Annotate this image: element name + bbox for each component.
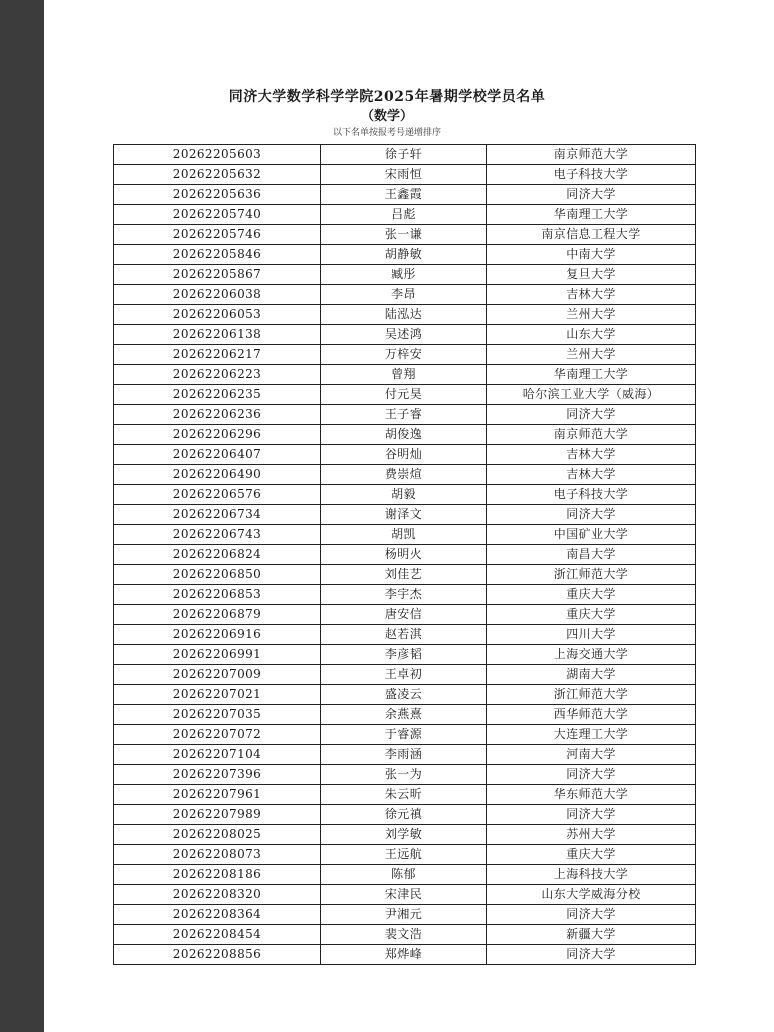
school-cell: 浙江师范大学 [487, 565, 696, 585]
exam-number-cell: 20262205740 [114, 205, 321, 225]
student-name-cell: 陈郁 [321, 865, 487, 885]
school-cell: 电子科技大学 [487, 485, 696, 505]
student-name-cell: 裴文浩 [321, 925, 487, 945]
table-row [114, 545, 696, 565]
school-cell: 上海交通大学 [487, 645, 696, 665]
exam-number-cell: 20262206879 [114, 605, 321, 625]
student-name-cell: 吴述鸿 [321, 325, 487, 345]
exam-number-cell: 20262206407 [114, 445, 321, 465]
school-cell: 兰州大学 [487, 345, 696, 365]
school-cell: 同济大学 [487, 805, 696, 825]
exam-number-cell: 20262206053 [114, 305, 321, 325]
school-cell: 同济大学 [487, 405, 696, 425]
table-row [114, 385, 696, 405]
school-cell: 同济大学 [487, 905, 696, 925]
exam-number-cell: 20262207021 [114, 685, 321, 705]
student-name-cell: 王远航 [321, 845, 487, 865]
school-cell: 华南理工大学 [487, 205, 696, 225]
table-row [114, 465, 696, 485]
exam-number-cell: 20262205867 [114, 265, 321, 285]
table-row [114, 725, 696, 745]
school-cell: 重庆大学 [487, 845, 696, 865]
student-name-cell: 赵若淇 [321, 625, 487, 645]
exam-number-cell: 20262208364 [114, 905, 321, 925]
table-row [114, 205, 696, 225]
table-row [114, 225, 696, 245]
student-name-cell: 杨明火 [321, 545, 487, 565]
school-cell: 湖南大学 [487, 665, 696, 685]
student-name-cell: 李彦韬 [321, 645, 487, 665]
school-cell: 南京信息工程大学 [487, 225, 696, 245]
student-name-cell: 谢泽文 [321, 505, 487, 525]
student-name-cell: 宋津民 [321, 885, 487, 905]
table-row [114, 765, 696, 785]
exam-number-cell: 20262206038 [114, 285, 321, 305]
table-row [114, 305, 696, 325]
student-name-cell: 徐元禛 [321, 805, 487, 825]
exam-number-cell: 20262206296 [114, 425, 321, 445]
table-row [114, 525, 696, 545]
student-name-cell: 胡静敏 [321, 245, 487, 265]
exam-number-cell: 20262207009 [114, 665, 321, 685]
table-row [114, 845, 696, 865]
exam-number-cell: 20262207961 [114, 785, 321, 805]
table-row [114, 685, 696, 705]
table-row [114, 485, 696, 505]
student-name-cell: 宋雨恒 [321, 165, 487, 185]
exam-number-cell: 20262206991 [114, 645, 321, 665]
table-row [114, 265, 696, 285]
student-name-cell: 胡俊逸 [321, 425, 487, 445]
student-name-cell: 郑烨峰 [321, 945, 487, 965]
student-name-cell: 胡凯 [321, 525, 487, 545]
table-row [114, 345, 696, 365]
student-name-cell: 李昂 [321, 285, 487, 305]
student-name-cell: 王鑫霞 [321, 185, 487, 205]
table-row [114, 885, 696, 905]
table-row [114, 165, 696, 185]
student-name-cell: 胡毅 [321, 485, 487, 505]
school-cell: 大连理工大学 [487, 725, 696, 745]
exam-number-cell: 20262208856 [114, 945, 321, 965]
school-cell: 新疆大学 [487, 925, 696, 945]
exam-number-cell: 20262208320 [114, 885, 321, 905]
table-row [114, 905, 696, 925]
school-cell: 苏州大学 [487, 825, 696, 845]
school-cell: 吉林大学 [487, 285, 696, 305]
student-name-cell: 曾翔 [321, 365, 487, 385]
document-title: 同济大学数学科学学院2025年暑期学校学员名单 [228, 89, 546, 105]
student-name-cell: 王卓初 [321, 665, 487, 685]
table-row [114, 505, 696, 525]
table-row [114, 445, 696, 465]
student-name-cell: 王子睿 [321, 405, 487, 425]
table-row [114, 565, 696, 585]
exam-number-cell: 20262208025 [114, 825, 321, 845]
student-name-cell: 李宇杰 [321, 585, 487, 605]
exam-number-cell: 20262208454 [114, 925, 321, 945]
school-cell: 同济大学 [487, 505, 696, 525]
table-row [114, 645, 696, 665]
school-cell: 河南大学 [487, 745, 696, 765]
table-row [114, 425, 696, 445]
school-cell: 华南理工大学 [487, 365, 696, 385]
student-name-cell: 朱云昕 [321, 785, 487, 805]
table-row [114, 705, 696, 725]
student-name-cell: 李雨涵 [321, 745, 487, 765]
exam-number-cell: 20262206743 [114, 525, 321, 545]
exam-number-cell: 20262206734 [114, 505, 321, 525]
table-row [114, 945, 696, 965]
student-name-cell: 付元昊 [321, 385, 487, 405]
exam-number-cell: 20262207035 [114, 705, 321, 725]
school-cell: 南京师范大学 [487, 425, 696, 445]
student-name-cell: 盛凌云 [321, 685, 487, 705]
school-cell: 重庆大学 [487, 585, 696, 605]
student-name-cell: 张一为 [321, 765, 487, 785]
table-row [114, 825, 696, 845]
exam-number-cell: 20262206853 [114, 585, 321, 605]
student-name-cell: 刘佳艺 [321, 565, 487, 585]
student-name-cell: 张一谦 [321, 225, 487, 245]
student-roster-table [113, 144, 696, 965]
school-cell: 南京师范大学 [487, 145, 696, 165]
student-name-cell: 陆泓达 [321, 305, 487, 325]
school-cell: 上海科技大学 [487, 865, 696, 885]
exam-number-cell: 20262206490 [114, 465, 321, 485]
exam-number-cell: 20262205636 [114, 185, 321, 205]
table-row [114, 785, 696, 805]
exam-number-cell: 20262206824 [114, 545, 321, 565]
student-name-cell: 唐安信 [321, 605, 487, 625]
exam-number-cell: 20262208073 [114, 845, 321, 865]
table-row [114, 185, 696, 205]
table-row [114, 625, 696, 645]
table-row [114, 405, 696, 425]
exam-number-cell: 20262206576 [114, 485, 321, 505]
roster-body [114, 145, 696, 965]
school-cell: 中南大学 [487, 245, 696, 265]
table-row [114, 145, 696, 165]
table-row [114, 805, 696, 825]
school-cell: 山东大学 [487, 325, 696, 345]
student-name-cell: 余燕熹 [321, 705, 487, 725]
table-row [114, 605, 696, 625]
document-page [44, 0, 774, 1032]
exam-number-cell: 20262208186 [114, 865, 321, 885]
student-name-cell: 刘学敏 [321, 825, 487, 845]
school-cell: 哈尔滨工业大学（威海） [487, 385, 696, 405]
viewer-left-margin [0, 0, 44, 1032]
school-cell: 吉林大学 [487, 445, 696, 465]
sort-note: 以下名单按报考号递增排序 [332, 128, 441, 138]
table-row [114, 365, 696, 385]
school-cell: 山东大学威海分校 [487, 885, 696, 905]
exam-number-cell: 20262206223 [114, 365, 321, 385]
school-cell: 吉林大学 [487, 465, 696, 485]
table-row [114, 325, 696, 345]
exam-number-cell: 20262205632 [114, 165, 321, 185]
school-cell: 复旦大学 [487, 265, 696, 285]
exam-number-cell: 20262206850 [114, 565, 321, 585]
table-row [114, 925, 696, 945]
school-cell: 兰州大学 [487, 305, 696, 325]
exam-number-cell: 20262206236 [114, 405, 321, 425]
school-cell: 同济大学 [487, 185, 696, 205]
exam-number-cell: 20262205846 [114, 245, 321, 265]
exam-number-cell: 20262206916 [114, 625, 321, 645]
school-cell: 电子科技大学 [487, 165, 696, 185]
student-name-cell: 徐子轩 [321, 145, 487, 165]
school-cell: 华东师范大学 [487, 785, 696, 805]
exam-number-cell: 20262207396 [114, 765, 321, 785]
exam-number-cell: 20262206138 [114, 325, 321, 345]
table-row [114, 865, 696, 885]
exam-number-cell: 20262206235 [114, 385, 321, 405]
exam-number-cell: 20262205746 [114, 225, 321, 245]
table-row [114, 665, 696, 685]
exam-number-cell: 20262207104 [114, 745, 321, 765]
student-name-cell: 尹湘元 [321, 905, 487, 925]
school-cell: 浙江师范大学 [487, 685, 696, 705]
student-name-cell: 费崇煊 [321, 465, 487, 485]
table-row [114, 745, 696, 765]
exam-number-cell: 20262206217 [114, 345, 321, 365]
school-cell: 同济大学 [487, 765, 696, 785]
school-cell: 西华师范大学 [487, 705, 696, 725]
table-row [114, 585, 696, 605]
exam-number-cell: 20262207072 [114, 725, 321, 745]
school-cell: 四川大学 [487, 625, 696, 645]
school-cell: 中国矿业大学 [487, 525, 696, 545]
document-subtitle: （数学） [360, 109, 413, 124]
student-name-cell: 吕彪 [321, 205, 487, 225]
exam-number-cell: 20262205603 [114, 145, 321, 165]
school-cell: 同济大学 [487, 945, 696, 965]
student-name-cell: 臧彤 [321, 265, 487, 285]
table-row [114, 285, 696, 305]
exam-number-cell: 20262207989 [114, 805, 321, 825]
student-name-cell: 万梓安 [321, 345, 487, 365]
student-name-cell: 于睿源 [321, 725, 487, 745]
school-cell: 重庆大学 [487, 605, 696, 625]
school-cell: 南昌大学 [487, 545, 696, 565]
table-row [114, 245, 696, 265]
student-name-cell: 谷明灿 [321, 445, 487, 465]
